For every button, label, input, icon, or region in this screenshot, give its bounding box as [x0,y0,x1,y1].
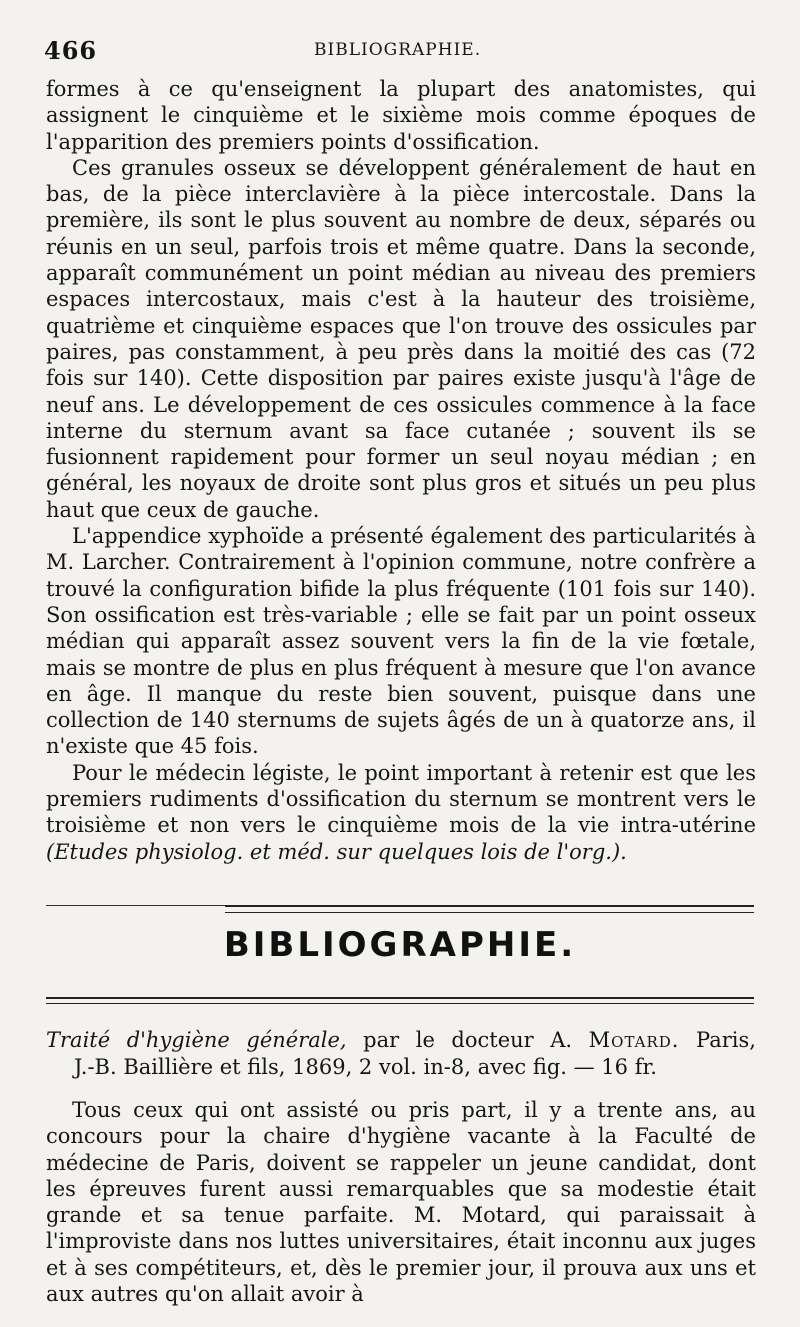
entry-place: Paris, [696,1028,756,1052]
paragraph-with-citation [46,760,756,865]
entry-author: Motard. [588,1028,680,1052]
entry-by: par le docteur A. [363,1028,573,1052]
page-number: 466 [44,36,98,65]
paragraph: Ces granules osseux se développent généralement de haut en bas, de la pièce interclavière à la pièce intercostale. Dans la première, ils sont le plus souvent au nombre de deux, séparés ou réunis en un seul, parfois trois et même quatre. Dans la seconde, apparaît communément un point médian au niveau des premiers espaces intercostaux, mais c'est à la hauteur des troisième, quatrième et cinquième espaces que l'on trouve des ossicules par paires, pas constamment, à peu près dans la moitié des cas (72 fois sur 140). Cette disposition par paires existe jusqu'à l'âge de neuf ans. Le développement de ces ossicules commence à la face interne du sternum avant sa face cutanée ; souvent ils se fusionnent rapidement pour former un seul noyau médian ; en général, les noyaux de droite sont plus gros et situés un peu plus haut que ceux de gauche. [46,155,756,522]
section-heading: BIBLIOGRAPHIE. [223,925,577,965]
running-header [44,36,760,66]
heading-rule [46,1003,754,1004]
paragraph: L'appendice xyphoïde a présenté également des particularités à M. Larcher. Contrairement à l'opinion commune, notre confrère a trouvé la configuration bifide la plus fréquente (101 fois sur 140). Son ossification est très-variable ; elle se fait par un point osseux médian qui apparaît assez souvent vers la fin de la vie fœtale, mais se montre de plus en plus fréquent à mesure que l'on avance en âge. Il manque du reste bien souvent, puisque dans une collection de 140 sternums de sujets âgés de un à quatorze ans, il n'existe que 45 fois. [46,524,756,759]
citation: (Etudes physiolog. et méd. sur quelques lois de l'org.). [46,839,627,864]
review-body [46,1097,756,1307]
heading-rule [46,997,754,999]
running-title: BIBLIOGRAPHIE. [314,40,482,60]
paragraph: Tous ceux qui ont assisté ou pris part, il y a trente ans, au concours pour la chaire d'hygiène vacante à la Faculté de médecine de Paris, doivent se rappeler un jeune candidat, dont les épreuves furent aussi remarquables que sa modestie était grande et sa tenue parfaite. M. Motard, qui paraissait à l'improviste dans nos luttes universitaires, était inconnu aux juges et à ses compétiteurs, et, dès le premier jour, il prouva aux uns et aux autres qu'on allait avoir à [46,1098,756,1307]
section-divider [225,905,754,907]
section-divider [225,912,754,913]
article-body [46,76,756,865]
bibliography-entry [46,1027,756,1081]
paragraph-text: Pour le médecin légiste, le point important à retenir est que les premiers rudiments d'ossification du sternum se montrent vers le troisième et non vers le cinquième mois de la vie intra-utérine [46,760,756,838]
entry-publisher: J.-B. Baillière et fils, 1869, 2 vol. in-8, avec fig. — 16 fr. [74,1055,657,1079]
section-divider [46,905,226,906]
book-title: Traité d'hygiène générale, [46,1028,347,1052]
paragraph: formes à ce qu'enseignent la plupart des anatomistes, qui assignent le cinquième et le sixième mois comme époques de l'apparition des premiers points d'ossification. [46,77,756,154]
entry-line [46,1027,756,1054]
